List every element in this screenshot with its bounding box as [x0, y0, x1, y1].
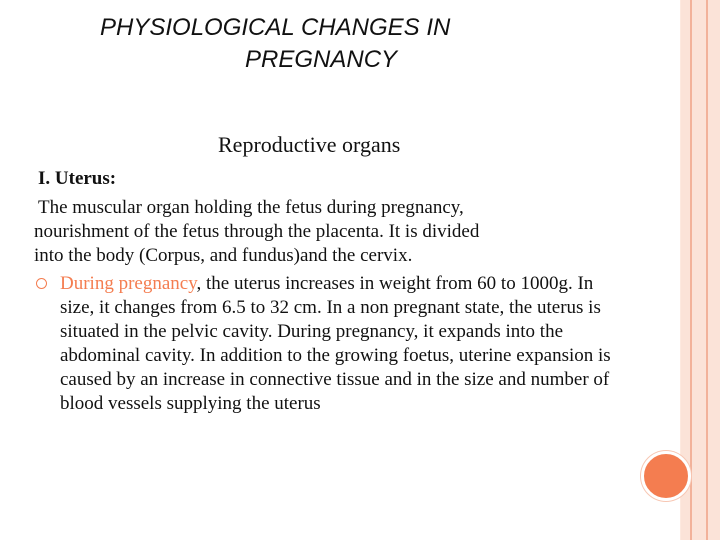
bullet-highlight: During pregnancy: [60, 273, 197, 294]
paragraph-line-1: The muscular organ holding the fetus during pregnancy,: [38, 197, 464, 218]
paragraph-line-2: nourishment of the fetus through the placenta. It is divided: [34, 221, 480, 242]
slide-subtitle: Reproductive organs: [218, 132, 401, 157]
bullet-body: , the uterus increases in weight from 60 to 1000g. In size, it changes from 6.5 to 32 cm. In a non pregnant state, the uterus is situated in the pelvic cavity. During pregnancy, it expands into the abdominal cavity. In addition to the growing foetus, uterine expansion is caused by an increase in connective tissue and in the size and number of blood vessels supplying the uterus: [60, 273, 611, 414]
side-decoration-strip: [681, 0, 720, 540]
decorative-circle-icon: [641, 451, 691, 501]
paragraph-line-3: into the body (Corpus, and fundus)and the cervix.: [34, 245, 413, 266]
slide-title: [60, 12, 560, 76]
body-paragraph: [34, 196, 594, 268]
bullet-circle-icon: [36, 278, 47, 289]
side-decoration-line-left: [690, 0, 692, 540]
title-line-2: PREGNANCY: [245, 46, 398, 73]
section-heading: I. Uterus:: [38, 168, 117, 189]
title-line-1: PHYSIOLOGICAL CHANGES IN: [100, 14, 451, 41]
side-decoration-line-right: [706, 0, 708, 540]
bullet-text: [60, 272, 620, 416]
